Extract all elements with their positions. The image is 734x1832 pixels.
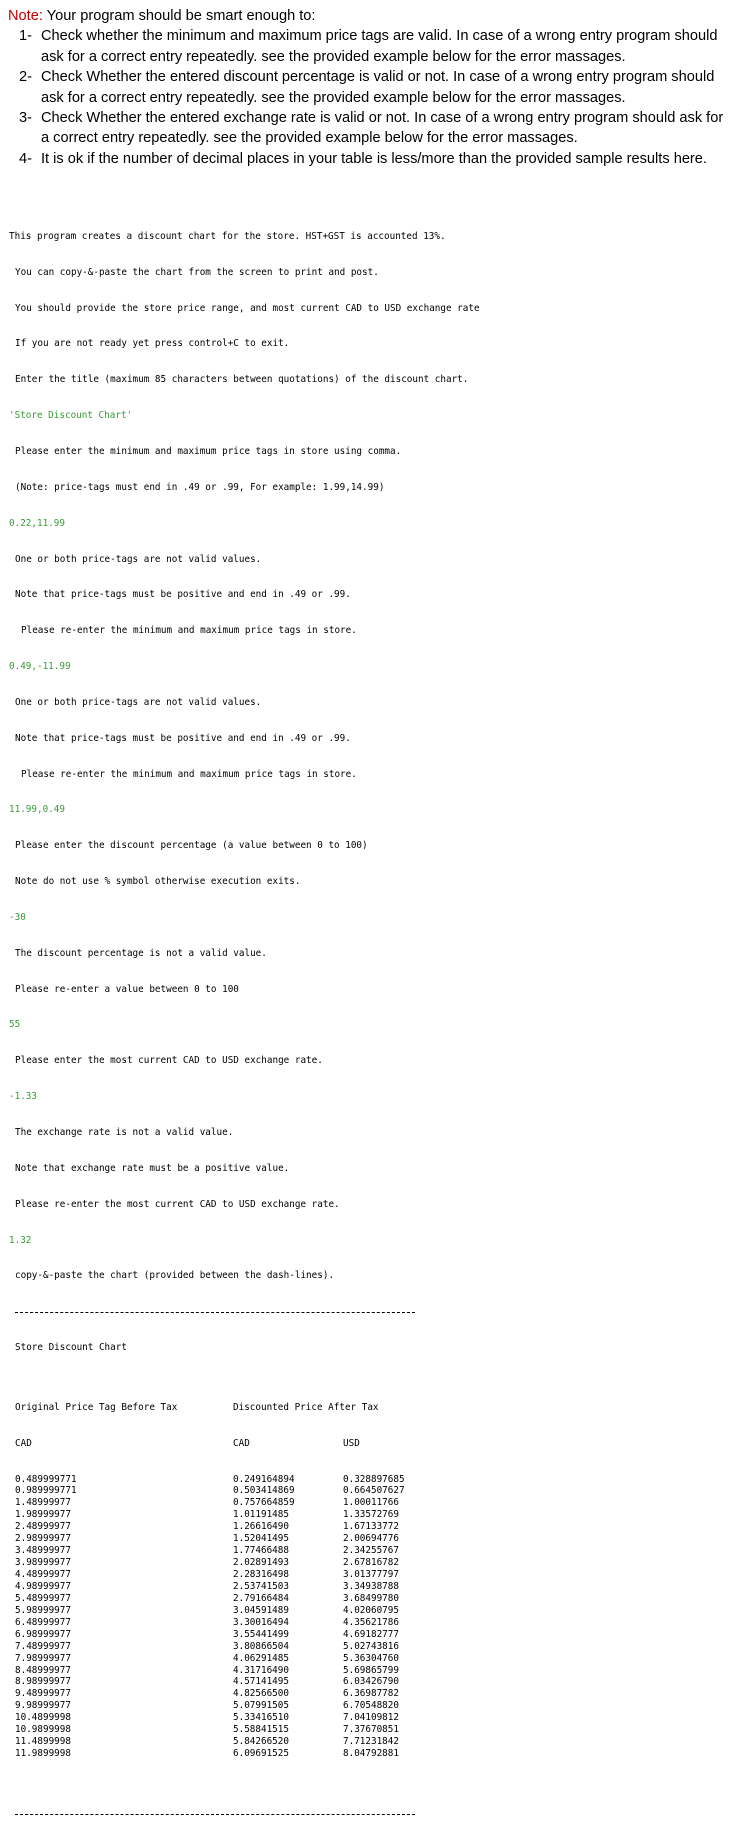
cell-original-cad: 9.98999977 <box>15 1700 71 1712</box>
note-intro-text: Your program should be smart enough to: <box>42 8 316 24</box>
cell-discounted-cad: 5.07991505 <box>233 1700 289 1712</box>
cell-discounted-cad: 3.80866504 <box>233 1640 289 1652</box>
cell-discounted-cad: 0.503414869 <box>233 1485 295 1497</box>
table-body <box>15 1474 729 1761</box>
cell-discounted-cad: 3.30016494 <box>233 1616 289 1628</box>
console-line: Please enter the most current CAD to USD exchange rate. <box>15 1055 323 1067</box>
cell-original-cad: 11.9899998 <box>15 1748 71 1760</box>
cell-discounted-cad: 1.26616490 <box>233 1521 289 1533</box>
requirement-item <box>8 67 728 108</box>
table-row <box>15 1545 729 1557</box>
table-header-row <box>15 1402 729 1414</box>
console-line: Please enter the minimum and maximum price tags in store using comma. <box>15 445 402 457</box>
requirement-item <box>8 149 728 169</box>
cell-discounted-cad: 2.79166484 <box>233 1592 289 1604</box>
user-input-line: 55 <box>9 1019 21 1031</box>
cell-discounted-cad: 3.55441499 <box>233 1628 289 1640</box>
cell-discounted-usd: 4.35621786 <box>343 1616 399 1628</box>
cell-original-cad: 3.48999977 <box>15 1545 71 1557</box>
user-input-line: -1.33 <box>9 1091 37 1103</box>
console-line: You can copy-&-paste the chart from the screen to print and post. <box>15 266 379 278</box>
user-input-line: 0.22,11.99 <box>9 517 65 529</box>
table-row <box>15 1665 729 1677</box>
cell-discounted-cad: 3.04591489 <box>233 1604 289 1616</box>
console-line: If you are not ready yet press control+C to exit. <box>15 338 290 350</box>
cell-original-cad: 4.48999977 <box>15 1569 71 1580</box>
cell-original-cad: 6.98999977 <box>15 1628 71 1640</box>
dash-line-bottom <box>15 1808 415 1820</box>
table-row <box>15 1748 729 1760</box>
table-row <box>15 1653 729 1665</box>
table-row <box>15 1569 729 1581</box>
header-original-price: Original Price Tag Before Tax <box>15 1401 178 1413</box>
cell-original-cad: 7.48999977 <box>15 1640 71 1652</box>
requirement-number: 1- <box>19 28 32 45</box>
table-row <box>15 1581 729 1593</box>
cell-discounted-cad: 1.01191485 <box>233 1509 289 1521</box>
assignment-note <box>8 6 728 169</box>
cell-discounted-usd: 0.328897685 <box>343 1473 405 1485</box>
table-row <box>15 1700 729 1712</box>
error-line: Note that price-tags must be positive and end in .49 or .99. <box>15 589 351 601</box>
cell-original-cad: 6.48999977 <box>15 1616 71 1628</box>
table-row <box>15 1533 729 1545</box>
header-original-cad: CAD <box>15 1437 32 1449</box>
cell-discounted-usd: 3.34938788 <box>343 1580 399 1592</box>
cell-original-cad: 5.98999977 <box>15 1604 71 1616</box>
cell-original-cad: 11.4899998 <box>15 1736 71 1748</box>
table-row <box>15 1688 729 1700</box>
user-input-line: 11.99,0.49 <box>9 804 65 816</box>
cell-original-cad: 5.48999977 <box>15 1592 71 1604</box>
user-input-line: -30 <box>9 911 26 923</box>
cell-discounted-cad: 5.58841515 <box>233 1724 289 1736</box>
cell-original-cad: 2.98999977 <box>15 1533 71 1545</box>
error-line: Please re-enter the minimum and maximum price tags in store. <box>21 768 357 780</box>
cell-original-cad: 0.989999771 <box>15 1485 77 1497</box>
cell-discounted-cad: 1.77466488 <box>233 1545 289 1557</box>
table-row <box>15 1641 729 1653</box>
console-line: You should provide the store price range, and most current CAD to USD exchange rate <box>15 302 480 314</box>
cell-discounted-usd: 2.34255767 <box>343 1545 399 1557</box>
table-row <box>15 1724 729 1736</box>
cell-original-cad: 2.48999977 <box>15 1521 71 1533</box>
chart-title: Store Discount Chart <box>15 1342 127 1354</box>
table-row <box>15 1676 729 1688</box>
user-input-line: 1.32 <box>9 1234 32 1246</box>
error-line: The discount percentage is not a valid value. <box>15 947 267 959</box>
requirement-number: 3- <box>19 110 32 127</box>
table-row <box>15 1593 729 1605</box>
cell-original-cad: 10.9899998 <box>15 1724 71 1736</box>
cell-discounted-cad: 0.249164894 <box>233 1473 295 1485</box>
cell-discounted-usd: 1.33572769 <box>343 1509 399 1521</box>
cell-original-cad: 8.98999977 <box>15 1676 71 1688</box>
cell-discounted-cad: 4.31716490 <box>233 1664 289 1676</box>
cell-discounted-usd: 4.69182777 <box>343 1628 399 1640</box>
error-line: Please re-enter the most current CAD to USD exchange rate. <box>15 1198 340 1210</box>
console-line: Note do not use % symbol otherwise execution exits. <box>15 876 301 888</box>
header-discounted-cad: CAD <box>233 1437 250 1449</box>
table-row <box>15 1617 729 1629</box>
console-line: Enter the title (maximum 85 characters between quotations) of the discount chart. <box>15 374 469 386</box>
cell-discounted-cad: 1.52041495 <box>233 1533 289 1545</box>
cell-discounted-cad: 5.33416510 <box>233 1712 289 1724</box>
table-row <box>15 1557 729 1569</box>
cell-discounted-usd: 3.68499780 <box>343 1592 399 1604</box>
requirements-list <box>8 26 728 169</box>
error-line: One or both price-tags are not valid values. <box>15 696 262 708</box>
console-line: copy-&-paste the chart (provided between the dash-lines). <box>15 1270 335 1282</box>
cell-discounted-usd: 2.00694776 <box>343 1533 399 1545</box>
requirement-number: 4- <box>19 150 32 167</box>
note-label: Note: <box>8 8 43 24</box>
cell-discounted-cad: 2.02891493 <box>233 1557 289 1569</box>
console-line: Please enter the discount percentage (a value between 0 to 100) <box>15 840 368 852</box>
table-row <box>15 1474 729 1486</box>
requirement-text: It is ok if the number of decimal places in your table is less/more than the provided sample results here. <box>41 150 707 167</box>
cell-discounted-usd: 7.04109812 <box>343 1712 399 1724</box>
cell-original-cad: 10.4899998 <box>15 1712 71 1724</box>
user-input-line: 0.49,-11.99 <box>9 661 71 673</box>
table-row <box>15 1485 729 1497</box>
requirement-item <box>8 26 728 67</box>
discount-table <box>15 1378 729 1784</box>
table-row <box>15 1509 729 1521</box>
cell-original-cad: 7.98999977 <box>15 1652 71 1664</box>
cell-discounted-usd: 6.70548820 <box>343 1700 399 1712</box>
cell-discounted-usd: 8.04792881 <box>343 1748 399 1760</box>
cell-original-cad: 9.48999977 <box>15 1688 71 1700</box>
cell-discounted-usd: 4.02060795 <box>343 1604 399 1616</box>
error-line: Please re-enter a value between 0 to 100 <box>15 983 239 995</box>
console-line: (Note: price-tags must end in .49 or .99, For example: 1.99,14.99) <box>15 481 385 493</box>
table-row <box>15 1736 729 1748</box>
cell-discounted-usd: 7.71231842 <box>343 1736 399 1748</box>
cell-discounted-cad: 0.757664859 <box>233 1497 295 1509</box>
table-row <box>15 1497 729 1509</box>
requirement-text: Check Whether the entered exchange rate is valid or not. In case of a wrong entry program should ask for a correct entry repeatedly. see the provided example below for the error massages. <box>41 110 724 147</box>
console-line: This program creates a discount chart for the store. HST+GST is accounted 13%. <box>9 230 446 242</box>
user-input-line: 'Store Discount Chart' <box>9 410 133 422</box>
requirement-text: Check Whether the entered discount percentage is valid or not. In case of a wrong entry program should ask for a correct entry repeatedly. see the provided example below for the error massages. <box>41 69 715 106</box>
cell-discounted-usd: 5.36304760 <box>343 1652 399 1664</box>
error-line: One or both price-tags are not valid values. <box>15 553 262 565</box>
requirement-number: 2- <box>19 69 32 86</box>
cell-discounted-usd: 1.67133772 <box>343 1521 399 1533</box>
table-row <box>15 1629 729 1641</box>
table-row <box>15 1605 729 1617</box>
cell-discounted-cad: 6.09691525 <box>233 1748 289 1760</box>
cell-discounted-cad: 5.84266520 <box>233 1736 289 1748</box>
table-header-row <box>15 1438 729 1450</box>
requirement-item <box>8 108 728 149</box>
cell-discounted-usd: 5.69865799 <box>343 1664 399 1676</box>
cell-original-cad: 8.48999977 <box>15 1664 71 1676</box>
table-row <box>15 1712 729 1724</box>
cell-discounted-cad: 4.57141495 <box>233 1676 289 1688</box>
cell-discounted-usd: 6.36987782 <box>343 1688 399 1700</box>
cell-discounted-cad: 2.53741503 <box>233 1580 289 1592</box>
cell-discounted-usd: 6.03426790 <box>343 1676 399 1688</box>
error-line: Note that exchange rate must be a positive value. <box>15 1162 290 1174</box>
console-output <box>9 207 729 1832</box>
cell-discounted-cad: 2.28316498 <box>233 1569 289 1580</box>
cell-original-cad: 1.98999977 <box>15 1509 71 1521</box>
note-intro <box>8 6 728 26</box>
cell-discounted-usd: 2.67816782 <box>343 1557 399 1569</box>
cell-discounted-usd: 7.37670851 <box>343 1724 399 1736</box>
cell-original-cad: 4.98999977 <box>15 1580 71 1592</box>
cell-original-cad: 0.489999771 <box>15 1473 77 1485</box>
dash-line-top <box>15 1306 415 1318</box>
requirement-text: Check whether the minimum and maximum price tags are valid. In case of a wrong entry program should ask for a correct entry repeatedly. see the provided example below for the error massages. <box>41 28 718 65</box>
error-line: Please re-enter the minimum and maximum price tags in store. <box>21 625 357 637</box>
cell-discounted-cad: 4.06291485 <box>233 1652 289 1664</box>
cell-discounted-usd: 5.02743816 <box>343 1640 399 1652</box>
header-discounted-price: Discounted Price After Tax <box>233 1401 379 1413</box>
cell-original-cad: 3.98999977 <box>15 1557 71 1569</box>
error-line: Note that price-tags must be positive and end in .49 or .99. <box>15 732 351 744</box>
cell-original-cad: 1.48999977 <box>15 1497 71 1509</box>
cell-discounted-cad: 4.82566500 <box>233 1688 289 1700</box>
cell-discounted-usd: 0.664507627 <box>343 1485 405 1497</box>
table-row <box>15 1521 729 1533</box>
cell-discounted-usd: 1.00011766 <box>343 1497 399 1509</box>
error-line: The exchange rate is not a valid value. <box>15 1127 234 1138</box>
header-discounted-usd: USD <box>343 1437 360 1449</box>
cell-discounted-usd: 3.01377797 <box>343 1569 399 1580</box>
